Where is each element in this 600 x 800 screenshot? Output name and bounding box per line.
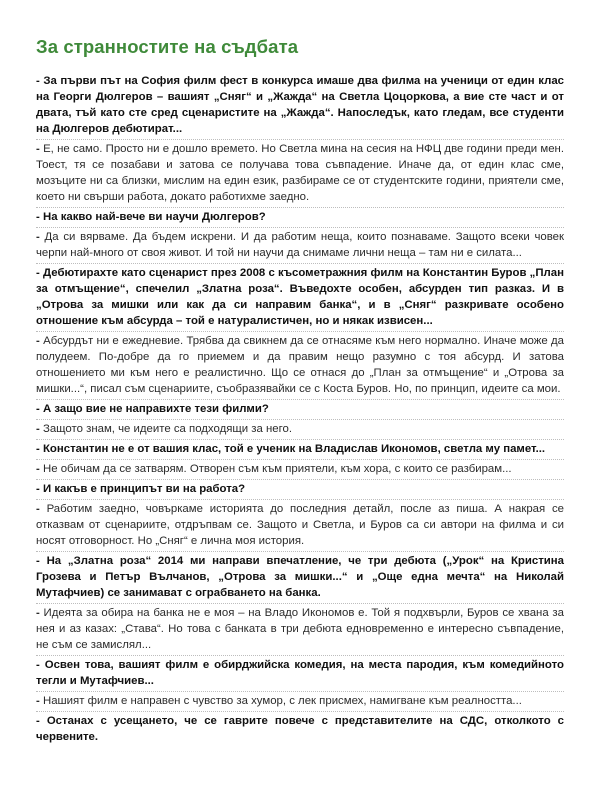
dash-marker: - bbox=[36, 423, 43, 435]
interview-question bbox=[36, 399, 564, 419]
dash-marker: - bbox=[36, 503, 47, 515]
interview-answer bbox=[36, 691, 564, 711]
article-title: За странностите на съдбата bbox=[36, 36, 299, 57]
interview-question bbox=[36, 72, 564, 139]
interview-answer bbox=[36, 419, 564, 439]
answer-text: Работим заедно, човъркаме историята до последния детайл, после аз пиша. А накрая се отказвам от сценариите, отдръпвам се. Защото и Светла, и Буров са си автори на филма и си носят отговорност. Но „Сняг“ е лична моя история. bbox=[36, 503, 564, 547]
interview-question bbox=[36, 655, 564, 691]
question-text: Останах с усещането, че се гаврите повече с представителите на СДС, отколкото с червените. bbox=[36, 715, 564, 743]
answer-text: Не обичам да се затварям. Отворен съм към приятели, към хора, с които се разбирам... bbox=[42, 463, 512, 475]
dash-marker: - bbox=[36, 555, 47, 567]
interview-question bbox=[36, 711, 564, 747]
dash-marker: - bbox=[36, 483, 43, 495]
dash-marker: - bbox=[36, 143, 44, 155]
interview-question bbox=[36, 207, 564, 227]
answer-text: Абсурдът ни е ежедневие. Трябва да свикнем да се отнасяме към него нормално. Иначе може да полудеем. По-добре да го приемем и да правим нещо разумно с тоя абсурд. И затова отношението ми към него е реалистично. Що се отнася до „План за отмъщение“ и „Отрова за мишки...“, писал съм сценариите, съобразявайки се с Коста Буров. Но, по принцип, идеите са мои. bbox=[36, 335, 564, 395]
dash-marker: - bbox=[36, 231, 45, 243]
answer-text: Защото знам, че идеите са подходящи за него. bbox=[42, 423, 293, 435]
question-text: И какъв е принципът ви на работа? bbox=[42, 483, 246, 495]
dash-marker: - bbox=[36, 335, 44, 347]
interview-question bbox=[36, 439, 564, 459]
dash-marker: - bbox=[36, 607, 44, 619]
interview-question bbox=[36, 479, 564, 499]
interview-answer bbox=[36, 139, 564, 207]
dash-marker: - bbox=[36, 659, 45, 671]
question-text: За първи път на София филм фест в конкурса имаше два филма на ученици от един клас на Георги Дюлгеров – вашият „Сняг“ и „Жажда“ на Светла Цоцоркова, а вие сте част и от двата, тъй като сте сред сценаристите на „Жажда“. Напоследък, като гледам, все студенти на Дюлгеров дебютират... bbox=[36, 75, 564, 135]
interview-answer bbox=[36, 499, 564, 551]
dash-marker: - bbox=[36, 211, 43, 223]
interview-list bbox=[36, 72, 564, 747]
interview-answer bbox=[36, 331, 564, 399]
interview-question bbox=[36, 263, 564, 331]
question-text: Дебютирахте като сценарист през 2008 с късометражния филм на Константин Буров „План за отмъщение“, спечелил „Златна роза“. Въведохте особен, абсурден тип разказ. И в „Отрова за мишки или как да си направим банка“, и в „Сняг“ разкривате особено отношение към абсурда – той е натуралистичен, но и някак извисен... bbox=[36, 267, 564, 327]
dash-marker: - bbox=[36, 443, 43, 455]
dash-marker: - bbox=[36, 267, 44, 279]
question-text: На „Златна роза“ 2014 ми направи впечатление, че три дебюта („Урок“ на Кристина Грозева и Петър Вълчанов, „Отрова за мишки...“ и „Още една мечта“ на Николай Мутафчиев) се занимават с ограбването на банка. bbox=[36, 555, 564, 599]
question-text: А защо вие не направихте тези филми? bbox=[42, 403, 269, 415]
interview-answer bbox=[36, 603, 564, 655]
interview-question bbox=[36, 551, 564, 603]
answer-text: Идеята за обира на банка не е моя – на Владо Икономов е. Той я подхвърли, Буров се хвана за нея и аз казах: „Става“. Но това с банката в три дебюта едновременно е интересно съвпадение, не съм се замислял... bbox=[36, 607, 564, 651]
dash-marker: - bbox=[36, 715, 47, 727]
answer-text: Да си вярваме. Да бъдем искрени. И да работим неща, които познаваме. Защото всеки човек черпи най-много от своя живот. И той ни научи да снимаме лични неща – там ни е силата... bbox=[36, 231, 564, 259]
dash-marker: - bbox=[36, 463, 43, 475]
dash-marker: - bbox=[36, 403, 43, 415]
question-text: Константин не е от вашия клас, той е ученик на Владислав Икономов, светла му памет... bbox=[42, 443, 546, 455]
answer-text: Нашият филм е направен с чувство за хумор, с лек присмех, намигване към реалността... bbox=[42, 695, 522, 707]
question-text: Освен това, вашият филм е обирджийска комедия, на места пародия, към комедийното тегли и Мутафчиев... bbox=[36, 659, 564, 687]
dash-marker: - bbox=[36, 75, 44, 87]
answer-text: Е, не само. Просто ни е дошло времето. Но Светла мина на сесия на НФЦ две години преди мен. Тоест, тя се позабави и затова се получава това съвпадение. Иначе да, от един клас сме, мозъците ни са близки, мислим на един език, разбираме се от студентските години, приятели сме, което ни свърши работа, докато работихме заедно. bbox=[36, 143, 565, 203]
interview-answer bbox=[36, 227, 564, 263]
dash-marker: - bbox=[36, 695, 43, 707]
interview-answer bbox=[36, 459, 564, 479]
question-text: На какво най-вече ви научи Дюлгеров? bbox=[42, 211, 266, 223]
